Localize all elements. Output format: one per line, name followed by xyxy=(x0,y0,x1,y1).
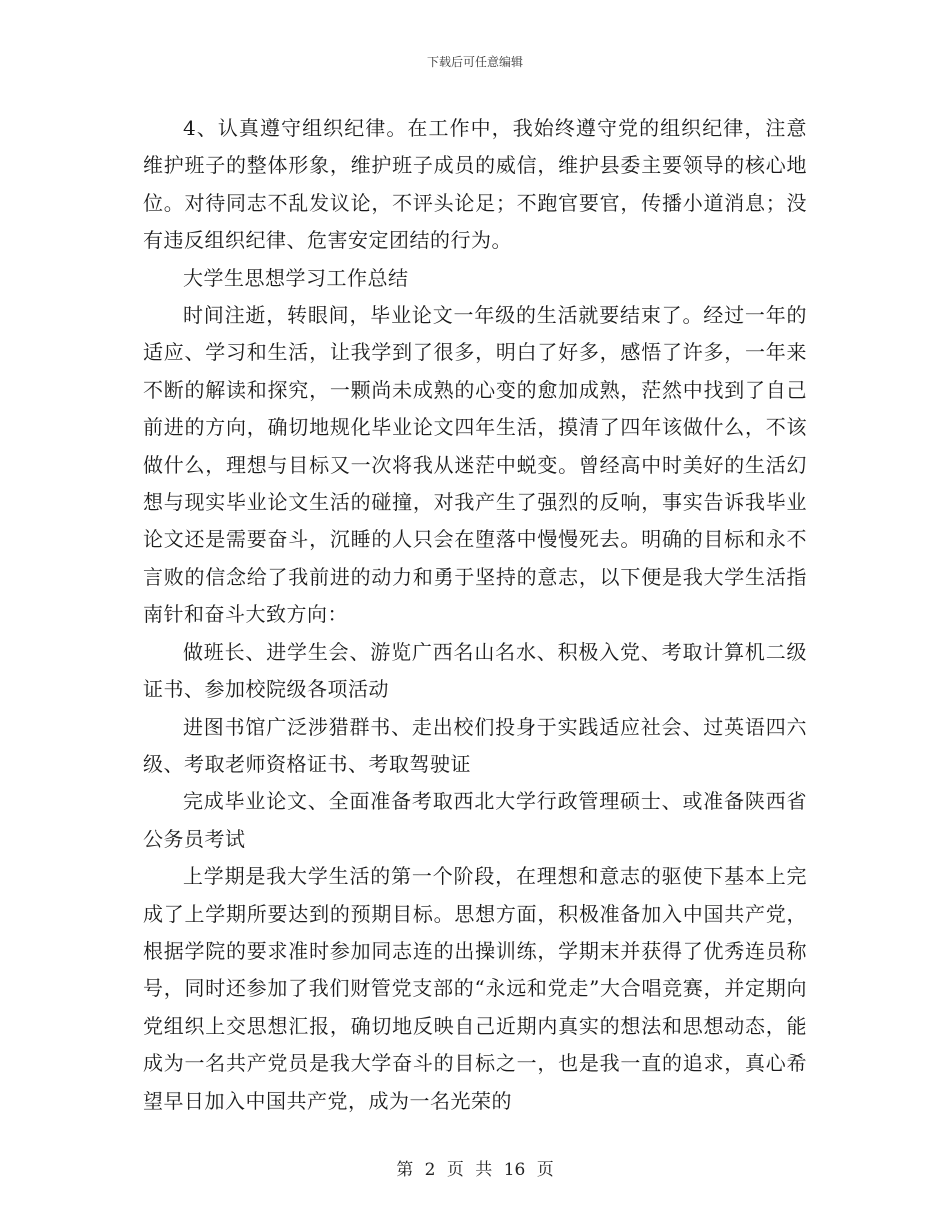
paragraph-goals-3: 完成毕业论文、全面准备考取西北大学行政管理硕士、或准备陕西省公务员考试 xyxy=(143,789,807,851)
document-body xyxy=(143,110,807,1120)
paragraph-semester: 上学期是我大学生活的第一个阶段，在理想和意志的驱使下基本上完成了上学期所要达到的预期目标。思想方面，积极准备加入中国共产党，根据学院的要求准时参加同志连的出操训练，学期末并获得了优秀连员称号，同时还参加了我们财管党支部的“永远和党走”大合唱竞赛，并定期向党组织上交思想汇报，确切地反映自己近期内真实的想法和思想动态，能成为一名共产党员是我大学奋斗的目标之一，也是我一直的追求，真心希望早日加入中国共产党，成为一名光荣的 xyxy=(143,864,807,1113)
paragraph-goals-2: 进图书馆广泛涉猎群书、走出校们投身于实践适应社会、过英语四六级、考取老师资格证书、考取驾驶证 xyxy=(143,714,807,776)
paragraph-goals-1: 做班长、进学生会、游览广西名山名水、积极入党、考取计算机二级证书、参加校院级各项活动 xyxy=(143,639,807,702)
page-number: 第 2 页 共 16 页 xyxy=(396,1160,554,1180)
paragraph-discipline: 4、认真遵守组织纪律。在工作中，我始终遵守党的组织纪律，注意维护班子的整体形象，维护班子成员的威信，维护县委主要领导的核心地位。对待同志不乱发议论，不评头论足；不跑官要官，传播小道消息；没有违反组织纪律、危害安定团结的行为。 xyxy=(143,116,807,253)
section-title: 大学生思想学习工作总结 xyxy=(183,265,409,290)
page-header-note: 下载后可任意编辑 xyxy=(426,55,523,69)
paragraph-intro: 时间注逝，转眼间，毕业论文一年级的生活就要结束了。经过一年的适应、学习和生活，让我学到了很多，明白了好多，感悟了许多，一年来不断的解读和探究，一颗尚未成熟的心变的愈加成熟，茫然中找到了自己前进的方向，确切地规化毕业论文四年生活，摸清了四年该做什么，不该做什么，理想与目标又一次将我从迷茫中蜕变。曾经高中时美好的生活幻想与现实毕业论文生活的碰撞，对我产生了强烈的反响，事实告诉我毕业论文还是需要奋斗，沉睡的人只会在堕落中慢慢死去。明确的目标和永不言败的信念给了我前进的动力和勇于坚持的意志，以下便是我大学生活指南针和奋斗大致方向： xyxy=(143,303,807,627)
